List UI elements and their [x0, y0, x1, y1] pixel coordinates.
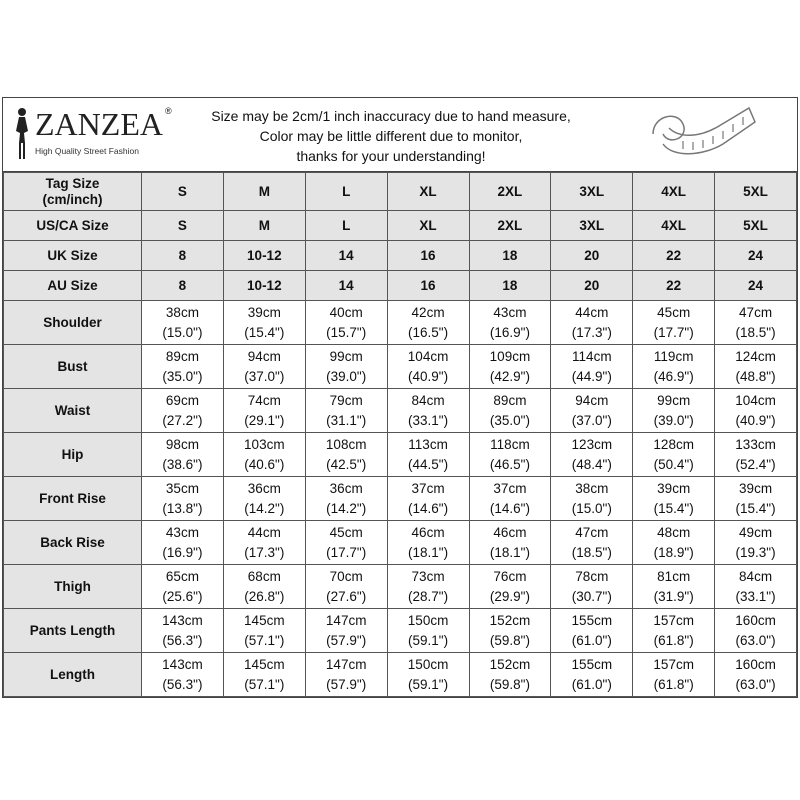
measurement-cell — [551, 433, 633, 477]
measurement-cell — [551, 345, 633, 389]
inch-value: (28.7") — [408, 588, 449, 604]
measurement-cell — [715, 301, 797, 345]
cm-value: 79cm — [329, 392, 363, 408]
measurement-notice — [191, 106, 591, 166]
measurement-row — [4, 345, 797, 389]
measurement-cell — [223, 609, 305, 653]
cm-value: 45cm — [657, 304, 691, 320]
cm-value: 40cm — [329, 304, 363, 320]
cm-value: 84cm — [739, 568, 773, 584]
size-cell: 4XL — [633, 173, 715, 211]
measurement-cell — [387, 521, 469, 565]
inch-value: (44.9") — [571, 368, 612, 384]
inch-value: (30.7") — [571, 588, 612, 604]
measurement-cell — [469, 477, 551, 521]
cm-value: 143cm — [162, 612, 203, 628]
measurement-cell — [142, 389, 224, 433]
brand-tagline: High Quality Street Fashion — [35, 146, 139, 156]
measurement-cell — [551, 609, 633, 653]
inch-value: (29.9") — [489, 588, 530, 604]
inch-value: (15.0") — [571, 500, 612, 516]
measurement-cell — [633, 521, 715, 565]
measurement-cell — [469, 521, 551, 565]
cm-value: 78cm — [575, 568, 609, 584]
cm-value: 74cm — [247, 392, 281, 408]
measurement-cell — [387, 433, 469, 477]
measurement-cell — [305, 433, 387, 477]
cm-value: 157cm — [653, 656, 694, 672]
measurement-cell — [469, 301, 551, 345]
measurement-cell — [715, 477, 797, 521]
size-cell: 8 — [142, 271, 224, 301]
measurement-cell — [387, 345, 469, 389]
inch-value: (17.3") — [571, 324, 612, 340]
cm-value: 38cm — [165, 304, 199, 320]
measurement-cell — [469, 389, 551, 433]
cm-value: 94cm — [247, 348, 281, 364]
inch-value: (57.1") — [244, 632, 285, 648]
measurement-cell — [633, 345, 715, 389]
inch-value: (56.3") — [162, 676, 203, 692]
inch-value: (17.7") — [326, 544, 367, 560]
measurement-cell — [551, 389, 633, 433]
cm-value: 157cm — [653, 612, 694, 628]
cm-value: 36cm — [329, 480, 363, 496]
notice-line: Color may be little different due to monitor, — [259, 128, 523, 144]
inch-value: (16.5") — [408, 324, 449, 340]
cm-value: 160cm — [735, 656, 776, 672]
size-cell: 10-12 — [223, 241, 305, 271]
inch-value: (39.0") — [326, 368, 367, 384]
size-cell: L — [305, 211, 387, 241]
cm-value: 84cm — [411, 392, 445, 408]
inch-value: (18.1") — [489, 544, 530, 560]
chart-header — [3, 98, 797, 172]
measurement-cell — [305, 521, 387, 565]
cm-value: 42cm — [411, 304, 445, 320]
inch-value: (39.0") — [653, 412, 694, 428]
inch-value: (14.6") — [489, 500, 530, 516]
inch-value: (46.5") — [489, 456, 530, 472]
measurement-cell — [305, 389, 387, 433]
cm-value: 44cm — [575, 304, 609, 320]
brand-wordmark — [35, 106, 172, 142]
measurement-cell — [715, 521, 797, 565]
cm-value: 94cm — [575, 392, 609, 408]
row-label: Back Rise — [4, 521, 142, 565]
size-cell: M — [223, 211, 305, 241]
measurement-cell — [223, 477, 305, 521]
cm-value: 155cm — [571, 656, 613, 672]
inch-value: (25.6") — [162, 588, 203, 604]
measurement-cell — [715, 433, 797, 477]
inch-value: (63.0") — [735, 632, 776, 648]
cm-value: 69cm — [165, 392, 199, 408]
size-cell: 20 — [551, 271, 633, 301]
cm-value: 104cm — [735, 392, 776, 408]
inch-value: (38.6") — [162, 456, 203, 472]
row-label: AU Size — [4, 271, 142, 301]
size-cell: 18 — [469, 241, 551, 271]
inch-value: (13.8") — [162, 500, 203, 516]
notice-line: thanks for your understanding! — [296, 148, 486, 164]
cm-value: 152cm — [489, 656, 531, 672]
size-cell: 16 — [387, 271, 469, 301]
size-chart — [2, 97, 798, 698]
measurement-cell — [305, 301, 387, 345]
measurement-cell — [715, 345, 797, 389]
inch-value: (42.9") — [489, 368, 530, 384]
inch-value: (59.1") — [408, 676, 449, 692]
measurement-cell — [551, 301, 633, 345]
inch-value: (57.9") — [326, 676, 367, 692]
cm-value: 99cm — [657, 392, 691, 408]
measurement-row — [4, 477, 797, 521]
inch-value: (40.9") — [408, 368, 449, 384]
inch-value: (14.2") — [244, 500, 285, 516]
cm-value: 73cm — [411, 568, 445, 584]
row-label: Front Rise — [4, 477, 142, 521]
measurement-cell — [715, 609, 797, 653]
measurement-cell — [715, 389, 797, 433]
cm-value: 104cm — [407, 348, 449, 364]
notice-line: Size may be 2cm/1 inch inaccuracy due to hand measure, — [211, 108, 571, 124]
cm-value: 36cm — [247, 480, 281, 496]
cm-value: 47cm — [575, 524, 609, 540]
inch-value: (18.1") — [408, 544, 449, 560]
brand-logo — [11, 106, 183, 166]
inch-value: (61.8") — [653, 676, 694, 692]
measurement-cell — [469, 345, 551, 389]
size-cell: 18 — [469, 271, 551, 301]
measurement-row — [4, 609, 797, 653]
cm-value: 98cm — [165, 436, 199, 452]
inch-value: (40.6") — [244, 456, 285, 472]
cm-value: 37cm — [493, 480, 527, 496]
size-row — [4, 241, 797, 271]
measurement-cell — [387, 477, 469, 521]
cm-value: 150cm — [407, 656, 449, 672]
inch-value: (17.7") — [653, 324, 694, 340]
size-cell: 22 — [633, 271, 715, 301]
measurement-cell — [551, 477, 633, 521]
size-cell: XL — [387, 173, 469, 211]
cm-value: 155cm — [571, 612, 613, 628]
inch-value: (52.4") — [735, 456, 776, 472]
measurement-cell — [223, 433, 305, 477]
inch-value: (18.5") — [735, 324, 776, 340]
inch-value: (29.1") — [244, 412, 285, 428]
cm-value: 38cm — [575, 480, 609, 496]
cm-value: 109cm — [489, 348, 531, 364]
measurement-cell — [633, 301, 715, 345]
cm-value: 81cm — [657, 568, 691, 584]
cm-value: 123cm — [571, 436, 613, 452]
cm-value: 128cm — [653, 436, 694, 452]
row-label: Hip — [4, 433, 142, 477]
inch-value: (50.4") — [653, 456, 694, 472]
measurement-cell — [305, 609, 387, 653]
size-cell: 8 — [142, 241, 224, 271]
measurement-cell — [469, 565, 551, 609]
inch-value: (18.5") — [571, 544, 612, 560]
cm-value: 49cm — [739, 524, 773, 540]
inch-value: (14.2") — [326, 500, 367, 516]
size-cell: 24 — [715, 271, 797, 301]
inch-value: (57.1") — [244, 676, 285, 692]
size-cell: 4XL — [633, 211, 715, 241]
measurement-cell — [387, 301, 469, 345]
cm-value: 45cm — [329, 524, 363, 540]
inch-value: (15.7") — [326, 324, 367, 340]
size-cell: 3XL — [551, 211, 633, 241]
size-cell: S — [142, 211, 224, 241]
row-label: Bust — [4, 345, 142, 389]
size-row — [4, 173, 797, 211]
measurement-cell — [387, 565, 469, 609]
inch-value: (37.0") — [571, 412, 612, 428]
size-cell: 22 — [633, 241, 715, 271]
measurement-cell — [469, 433, 551, 477]
cm-value: 68cm — [247, 568, 281, 584]
inch-value: (42.5") — [326, 456, 367, 472]
inch-value: (27.2") — [162, 412, 203, 428]
measurement-cell — [469, 653, 551, 697]
inch-value: (46.9") — [653, 368, 694, 384]
inch-value: (31.9") — [653, 588, 694, 604]
measurement-cell — [305, 345, 387, 389]
brand-name: ZANZEA — [35, 106, 163, 142]
row-label: Waist — [4, 389, 142, 433]
measurement-cell — [142, 609, 224, 653]
cm-value: 114cm — [572, 348, 612, 364]
cm-value: 43cm — [493, 304, 527, 320]
size-table — [3, 172, 797, 697]
measuring-tape-icon — [643, 104, 763, 166]
size-cell: 20 — [551, 241, 633, 271]
inch-value: (59.8") — [489, 632, 530, 648]
inch-value: (27.6") — [326, 588, 367, 604]
cm-value: 108cm — [325, 436, 367, 452]
inch-value: (31.1") — [326, 412, 367, 428]
inch-value: (35.0") — [162, 368, 203, 384]
inch-value: (14.6") — [408, 500, 449, 516]
size-cell: 16 — [387, 241, 469, 271]
measurement-row — [4, 653, 797, 697]
measurement-row — [4, 301, 797, 345]
inch-value: (26.8") — [244, 588, 285, 604]
cm-value: 65cm — [165, 568, 199, 584]
row-label: Shoulder — [4, 301, 142, 345]
measurement-cell — [469, 609, 551, 653]
measurement-cell — [223, 345, 305, 389]
inch-value: (35.0") — [489, 412, 530, 428]
cm-value: 99cm — [329, 348, 363, 364]
measurement-cell — [715, 653, 797, 697]
inch-value: (33.1") — [735, 588, 776, 604]
size-cell: 5XL — [715, 211, 797, 241]
cm-value: 35cm — [165, 480, 199, 496]
size-cell: S — [142, 173, 224, 211]
measurement-cell — [633, 389, 715, 433]
inch-value: (61.0") — [571, 632, 612, 648]
inch-value: (19.3") — [735, 544, 776, 560]
measurement-cell — [223, 653, 305, 697]
size-cell: 14 — [305, 241, 387, 271]
row-label: US/CA Size — [4, 211, 142, 241]
size-cell: 14 — [305, 271, 387, 301]
cm-value: 145cm — [244, 612, 285, 628]
measurement-cell — [551, 653, 633, 697]
cm-value: 48cm — [657, 524, 691, 540]
registered-mark: ® — [164, 106, 172, 116]
inch-value: (15.4") — [735, 500, 776, 516]
cm-value: 147cm — [325, 656, 367, 672]
measurement-cell — [633, 609, 715, 653]
cm-value: 39cm — [247, 304, 281, 320]
inch-value: (18.9") — [653, 544, 694, 560]
cm-value: 103cm — [244, 436, 285, 452]
inch-value: (16.9") — [489, 324, 530, 340]
size-cell: M — [223, 173, 305, 211]
measurement-cell — [223, 521, 305, 565]
inch-value: (56.3") — [162, 632, 203, 648]
woman-silhouette-icon — [11, 106, 33, 162]
size-cell: 2XL — [469, 173, 551, 211]
measurement-row — [4, 433, 797, 477]
measurement-cell — [305, 653, 387, 697]
cm-value: 145cm — [244, 656, 285, 672]
row-label: Tag Size (cm/inch) — [4, 173, 142, 211]
measurement-cell — [387, 653, 469, 697]
measurement-cell — [387, 609, 469, 653]
size-row — [4, 271, 797, 301]
size-cell: 5XL — [715, 173, 797, 211]
measurement-cell — [223, 565, 305, 609]
cm-value: 152cm — [489, 612, 531, 628]
cm-value: 133cm — [735, 436, 776, 452]
size-cell: 2XL — [469, 211, 551, 241]
measurement-cell — [633, 653, 715, 697]
measurement-cell — [633, 565, 715, 609]
cm-value: 89cm — [493, 392, 527, 408]
cm-value: 47cm — [739, 304, 773, 320]
row-label: Pants Length — [4, 609, 142, 653]
cm-value: 46cm — [493, 524, 527, 540]
measurement-cell — [715, 565, 797, 609]
inch-value: (40.9") — [735, 412, 776, 428]
measurement-cell — [633, 433, 715, 477]
measurement-cell — [387, 389, 469, 433]
measurement-cell — [142, 565, 224, 609]
measurement-cell — [633, 477, 715, 521]
cm-value: 118cm — [490, 436, 530, 452]
cm-value: 113cm — [408, 436, 448, 452]
measurement-cell — [551, 521, 633, 565]
inch-value: (48.8") — [735, 368, 776, 384]
row-label: Length — [4, 653, 142, 697]
cm-value: 39cm — [657, 480, 691, 496]
measurement-cell — [142, 301, 224, 345]
measurement-cell — [223, 301, 305, 345]
cm-value: 150cm — [407, 612, 449, 628]
size-row — [4, 211, 797, 241]
inch-value: (33.1") — [408, 412, 449, 428]
size-cell: L — [305, 173, 387, 211]
cm-value: 160cm — [735, 612, 776, 628]
measurement-cell — [142, 433, 224, 477]
measurement-cell — [142, 477, 224, 521]
measurement-cell — [305, 565, 387, 609]
inch-value: (37.0") — [244, 368, 285, 384]
inch-value: (61.0") — [571, 676, 612, 692]
row-label: Thigh — [4, 565, 142, 609]
measurement-cell — [551, 565, 633, 609]
cm-value: 39cm — [739, 480, 773, 496]
measurement-cell — [142, 653, 224, 697]
inch-value: (61.8") — [653, 632, 694, 648]
size-cell: XL — [387, 211, 469, 241]
cm-value: 70cm — [329, 568, 363, 584]
measurement-cell — [142, 345, 224, 389]
measurement-cell — [305, 477, 387, 521]
inch-value: (48.4") — [571, 456, 612, 472]
cm-value: 76cm — [493, 568, 527, 584]
inch-value: (15.0") — [162, 324, 203, 340]
inch-value: (16.9") — [162, 544, 203, 560]
size-cell: 10-12 — [223, 271, 305, 301]
inch-value: (59.8") — [489, 676, 530, 692]
inch-value: (57.9") — [326, 632, 367, 648]
measurement-cell — [223, 389, 305, 433]
cm-value: 46cm — [411, 524, 445, 540]
inch-value: (15.4") — [653, 500, 694, 516]
cm-value: 143cm — [162, 656, 203, 672]
cm-value: 147cm — [325, 612, 367, 628]
cm-value: 124cm — [735, 348, 776, 364]
measurement-row — [4, 521, 797, 565]
measurement-cell — [142, 521, 224, 565]
cm-value: 37cm — [411, 480, 445, 496]
cm-value: 44cm — [247, 524, 281, 540]
inch-value: (59.1") — [408, 632, 449, 648]
measurement-row — [4, 565, 797, 609]
cm-value: 89cm — [165, 348, 199, 364]
inch-value: (17.3") — [244, 544, 285, 560]
size-cell: 24 — [715, 241, 797, 271]
cm-value: 119cm — [653, 348, 694, 364]
measurement-row — [4, 389, 797, 433]
inch-value: (15.4") — [244, 324, 285, 340]
row-label: UK Size — [4, 241, 142, 271]
size-cell: 3XL — [551, 173, 633, 211]
inch-value: (63.0") — [735, 676, 776, 692]
inch-value: (44.5") — [408, 456, 449, 472]
cm-value: 43cm — [165, 524, 199, 540]
